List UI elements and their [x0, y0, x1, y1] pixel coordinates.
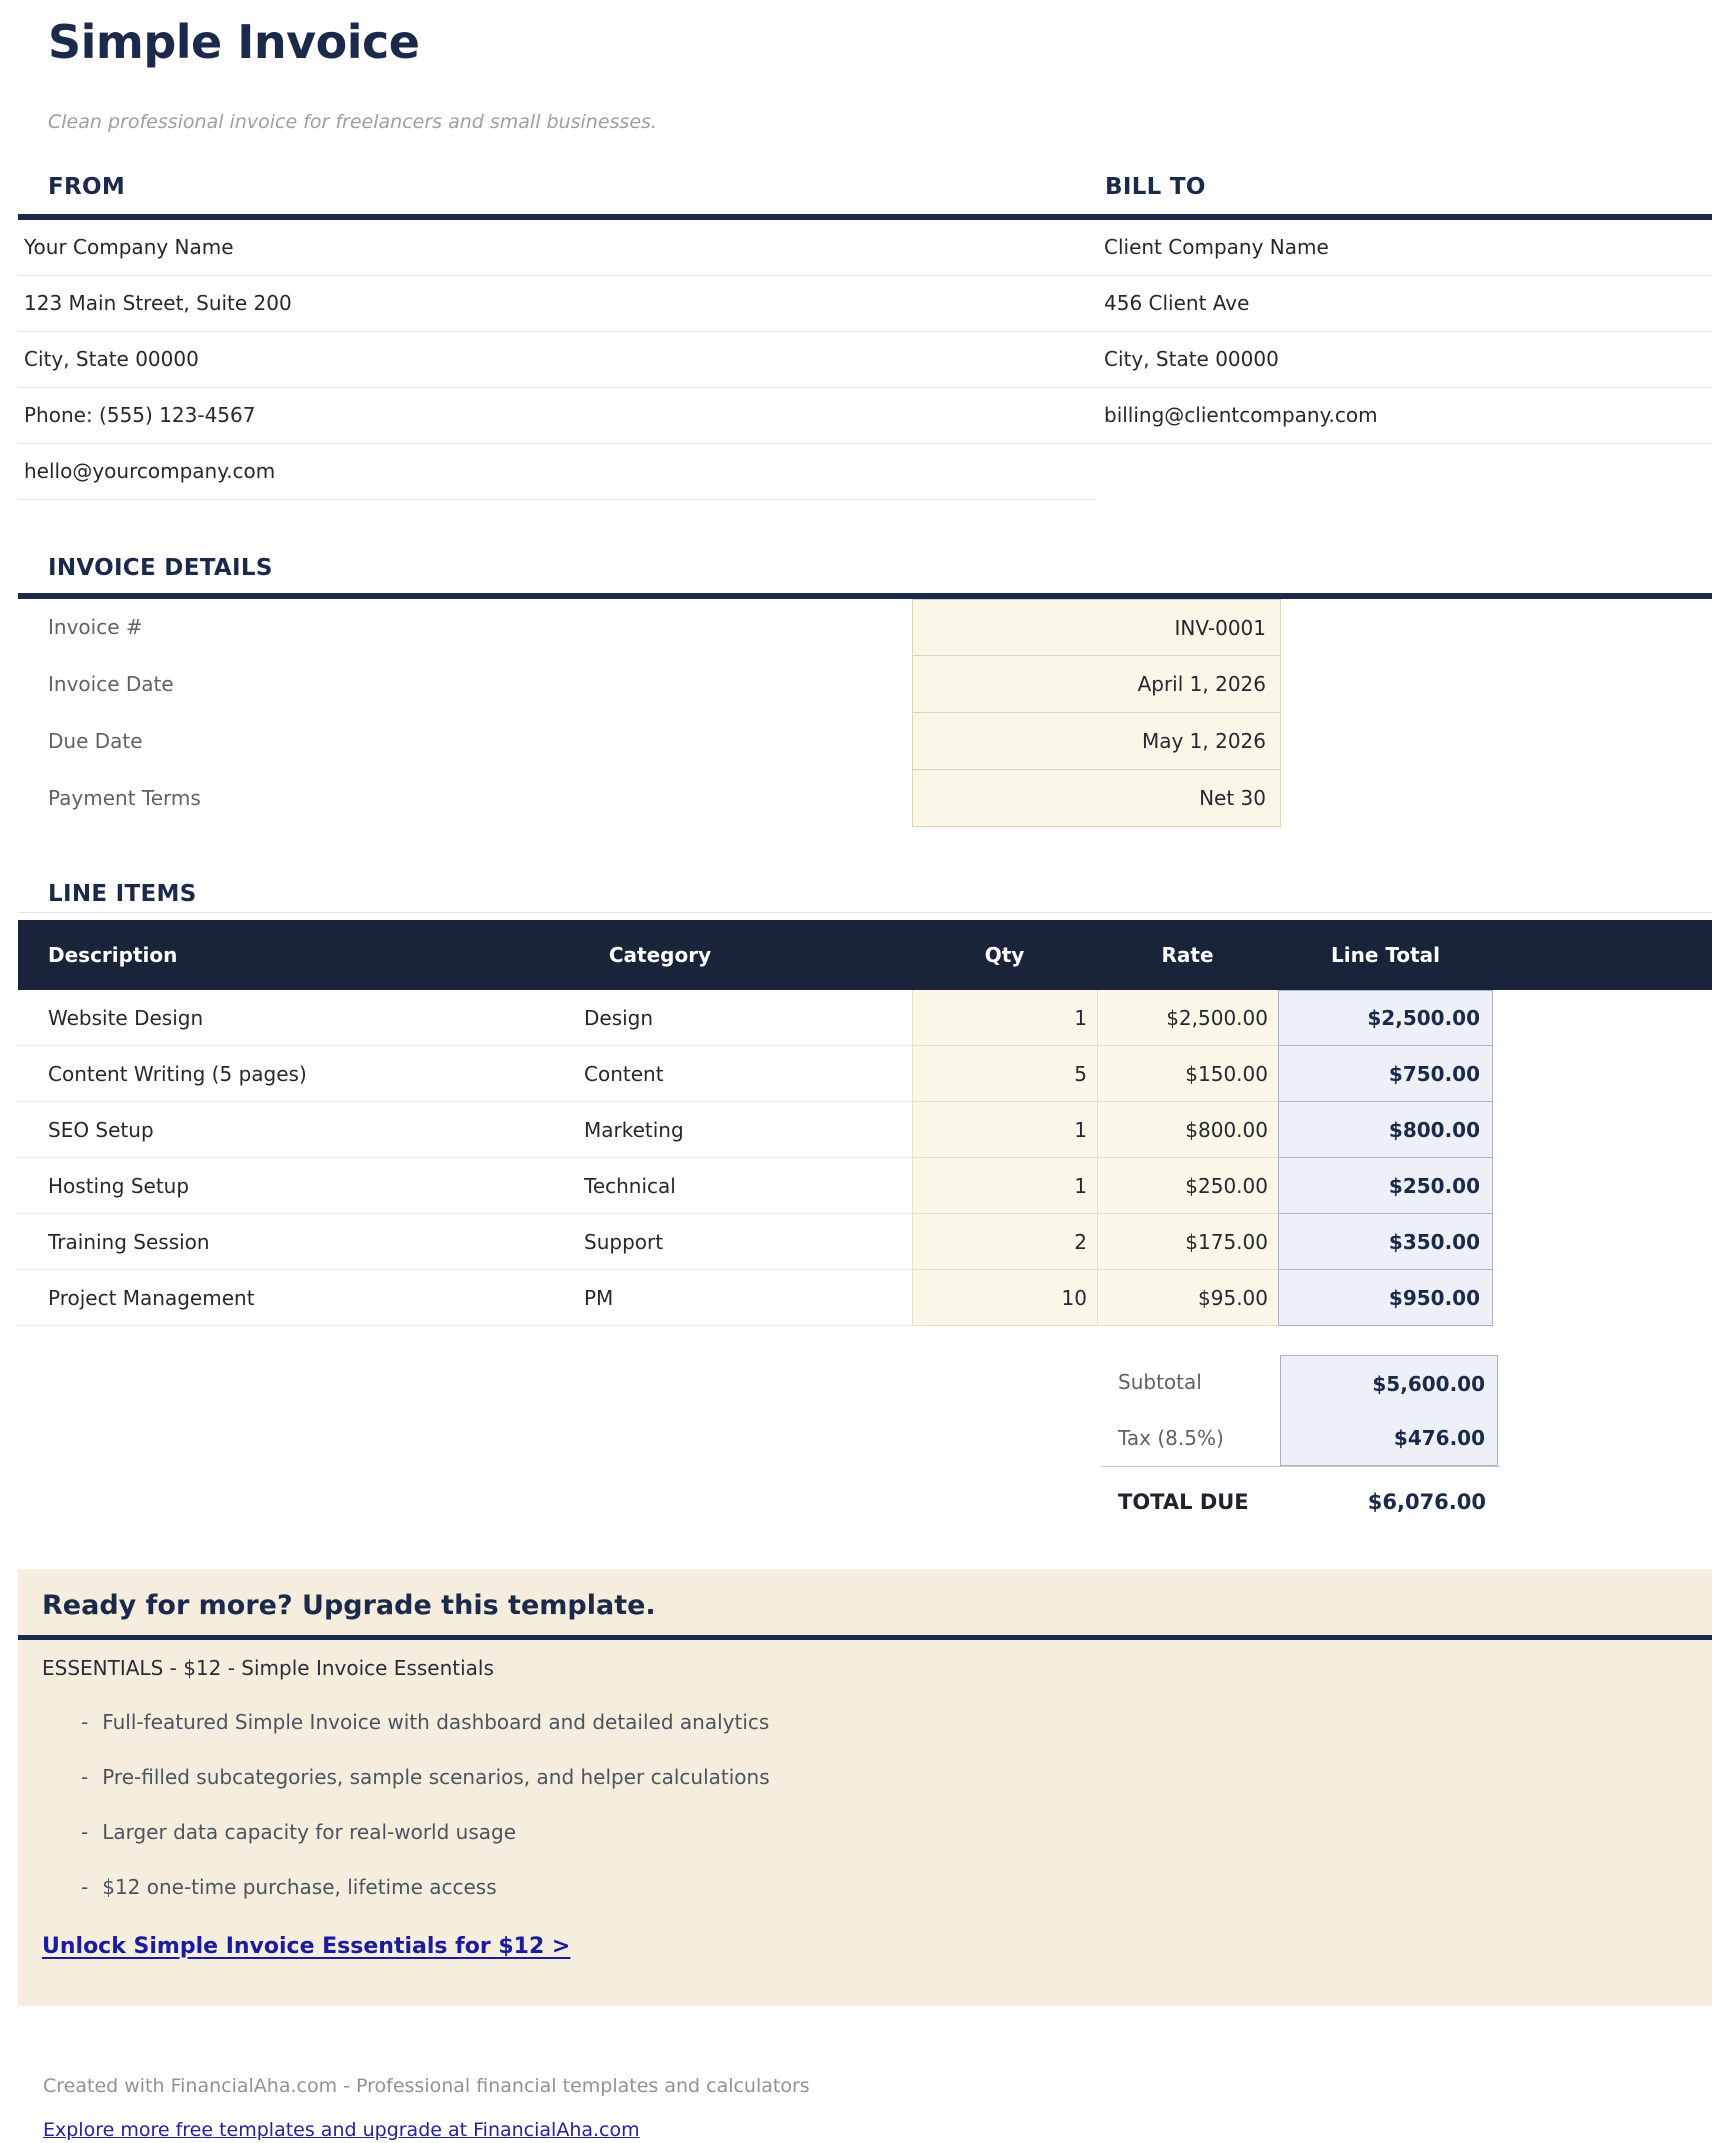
- item-category: Design: [576, 990, 744, 1046]
- item-category: Content: [576, 1046, 744, 1102]
- page-title: Simple Invoice: [48, 15, 420, 69]
- footer-explore-link[interactable]: Explore more free templates and upgrade at FinancialAha.com: [43, 2119, 640, 2141]
- tax-label: Tax (8.5%): [1118, 1426, 1224, 1450]
- bullet-dash: -: [81, 1874, 89, 1899]
- bullet-dash: -: [81, 1819, 89, 1844]
- detail-row-invoice-date: [0, 656, 1731, 713]
- upgrade-panel: [18, 1569, 1712, 2006]
- item-category: PM: [576, 1270, 744, 1326]
- bill-to-heading: BILL TO: [1105, 174, 1206, 200]
- from-street: 123 Main Street, Suite 200: [18, 276, 1096, 332]
- col-header-qty: Qty: [912, 920, 1097, 990]
- item-rate: $250.00: [1097, 1158, 1278, 1214]
- row-spacer: [744, 1102, 912, 1158]
- row-spacer: [744, 1270, 912, 1326]
- party-columns: [18, 220, 1712, 500]
- subtotal-label: Subtotal: [1118, 1370, 1202, 1394]
- detail-row-invoice-number: [0, 599, 1731, 656]
- unlock-essentials-link[interactable]: Unlock Simple Invoice Essentials for $12 >: [42, 1934, 571, 1959]
- item-qty: 5: [912, 1046, 1097, 1102]
- bill-to-street: 456 Client Ave: [1096, 276, 1712, 332]
- invoice-number-label: Invoice #: [48, 615, 143, 639]
- invoice-page: [0, 16, 1731, 2142]
- row-spacer: [744, 1046, 912, 1102]
- item-description: Hosting Setup: [18, 1158, 576, 1214]
- item-description: Content Writing (5 pages): [18, 1046, 576, 1102]
- row-tail: [1493, 1102, 1712, 1158]
- col-header-line-total: Line Total: [1278, 920, 1493, 990]
- col-header-rate: Rate: [1097, 920, 1278, 990]
- line-items-table: [18, 920, 1712, 1326]
- row-tail: [1493, 990, 1712, 1046]
- item-qty: 1: [912, 1158, 1097, 1214]
- total-due-value: $6,076.00: [1367, 1490, 1486, 1514]
- invoice-details-table: [0, 599, 1731, 831]
- col-header-description: Description: [18, 920, 576, 990]
- line-items-heading: LINE ITEMS: [48, 881, 197, 907]
- bill-to-city: City, State 00000: [1096, 332, 1712, 388]
- row-tail: [1493, 1046, 1712, 1102]
- invoice-number-value: INV-0001: [912, 599, 1281, 656]
- bullet-text: Full-featured Simple Invoice with dashboard and detailed analytics: [102, 1709, 770, 1734]
- item-line-total: $2,500.00: [1278, 990, 1493, 1046]
- from-company: Your Company Name: [18, 220, 1096, 276]
- bullet-text: Larger data capacity for real-world usage: [102, 1819, 517, 1844]
- item-line-total: $750.00: [1278, 1046, 1493, 1102]
- item-line-total: $950.00: [1278, 1270, 1493, 1326]
- subtotal-value: $5,600.00: [1280, 1355, 1498, 1411]
- row-tail: [1493, 1270, 1712, 1326]
- invoice-date-value: April 1, 2026: [912, 656, 1281, 713]
- bill-to-email: billing@clientcompany.com: [1096, 388, 1712, 444]
- item-line-total: $250.00: [1278, 1158, 1493, 1214]
- item-qty: 1: [912, 1102, 1097, 1158]
- item-rate: $2,500.00: [1097, 990, 1278, 1046]
- item-category: Support: [576, 1214, 744, 1270]
- payment-terms-label: Payment Terms: [48, 786, 201, 810]
- col-header-spacer-2: [1493, 920, 1712, 990]
- bill-to-company: Client Company Name: [1096, 220, 1712, 276]
- upgrade-rule: [18, 1635, 1712, 1640]
- detail-row-payment-terms: [0, 770, 1731, 827]
- detail-row-due-date: [0, 713, 1731, 770]
- line-items-rule: [18, 912, 1712, 913]
- row-spacer: [744, 1214, 912, 1270]
- footer-created-text: Created with FinancialAha.com - Professional financial templates and calculators: [43, 2075, 810, 2097]
- from-heading: FROM: [48, 174, 126, 200]
- item-description: Website Design: [18, 990, 576, 1046]
- due-date-value: May 1, 2026: [912, 713, 1281, 770]
- item-qty: 10: [912, 1270, 1097, 1326]
- row-spacer: [744, 990, 912, 1046]
- item-category: Marketing: [576, 1102, 744, 1158]
- item-rate: $95.00: [1097, 1270, 1278, 1326]
- totals-block: [0, 1326, 1731, 1569]
- item-rate: $800.00: [1097, 1102, 1278, 1158]
- row-tail: [1493, 1214, 1712, 1270]
- totals-divider: [1101, 1466, 1500, 1467]
- payment-terms-value: Net 30: [912, 770, 1281, 827]
- item-description: SEO Setup: [18, 1102, 576, 1158]
- invoice-date-label: Invoice Date: [48, 672, 174, 696]
- item-category: Technical: [576, 1158, 744, 1214]
- item-rate: $150.00: [1097, 1046, 1278, 1102]
- row-tail: [1493, 1158, 1712, 1214]
- due-date-label: Due Date: [48, 729, 143, 753]
- item-qty: 1: [912, 990, 1097, 1046]
- total-due-label: TOTAL DUE: [1118, 1490, 1249, 1514]
- upgrade-bullet-list: [18, 1694, 1712, 1914]
- bullet-text: $12 one-time purchase, lifetime access: [102, 1874, 497, 1899]
- from-block: [18, 220, 1096, 500]
- bill-to-block: [1096, 220, 1712, 500]
- row-spacer: [744, 1158, 912, 1214]
- item-line-total: $350.00: [1278, 1214, 1493, 1270]
- bullet-dash: -: [81, 1709, 89, 1734]
- item-description: Training Session: [18, 1214, 576, 1270]
- page-subtitle: Clean professional invoice for freelancers and small businesses.: [48, 111, 657, 133]
- item-description: Project Management: [18, 1270, 576, 1326]
- upgrade-bullet: [18, 1749, 1712, 1804]
- item-rate: $175.00: [1097, 1214, 1278, 1270]
- upgrade-heading: Ready for more? Upgrade this template.: [42, 1590, 656, 1621]
- invoice-details-heading: INVOICE DETAILS: [48, 555, 273, 581]
- tax-value: $476.00: [1280, 1410, 1498, 1466]
- upgrade-plan-line: ESSENTIALS - $12 - Simple Invoice Essentials: [42, 1656, 494, 1680]
- col-header-category: Category: [576, 920, 744, 990]
- from-city: City, State 00000: [18, 332, 1096, 388]
- item-qty: 2: [912, 1214, 1097, 1270]
- upgrade-bullet: [18, 1804, 1712, 1859]
- from-email: hello@yourcompany.com: [18, 444, 1096, 500]
- bullet-text: Pre-filled subcategories, sample scenarios, and helper calculations: [102, 1764, 770, 1789]
- item-line-total: $800.00: [1278, 1102, 1493, 1158]
- from-phone: Phone: (555) 123-4567: [18, 388, 1096, 444]
- col-header-spacer-1: [744, 920, 912, 990]
- bullet-dash: -: [81, 1764, 89, 1789]
- upgrade-bullet: [18, 1694, 1712, 1749]
- upgrade-bullet: [18, 1859, 1712, 1914]
